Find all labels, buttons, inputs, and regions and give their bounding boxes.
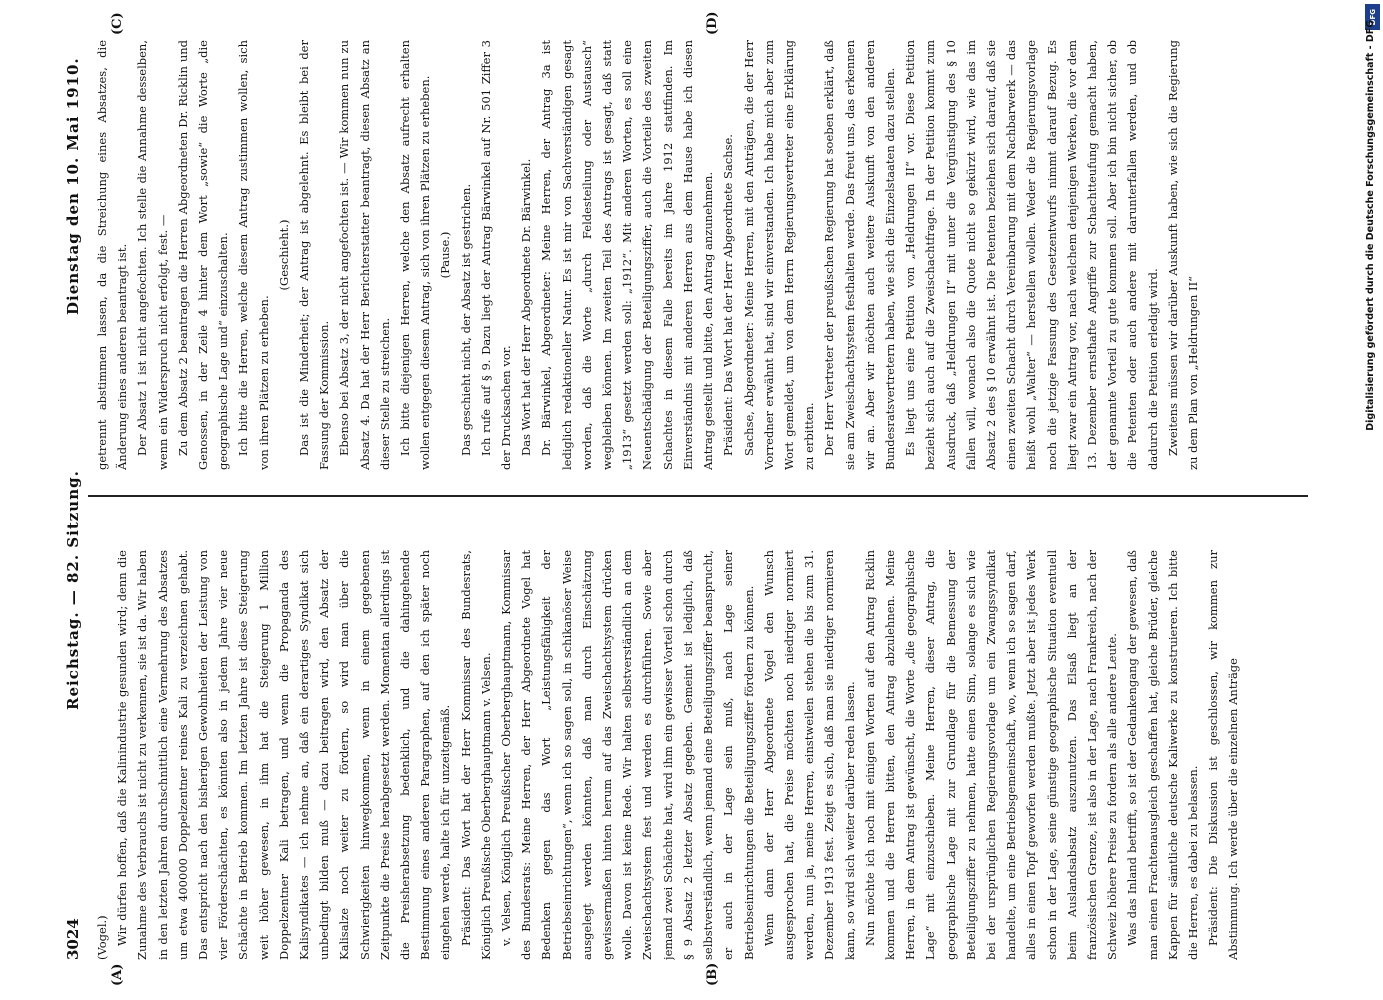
margin-marker-d: (D) [705,11,720,35]
paragraph: Das geschieht nicht, der Absatz ist gestrichen. [458,183,473,456]
paragraph: Das ist die Minderheit; der Antrag ist abgelehnt. Es bleibt bei der Fassung der Kommission. [297,40,332,470]
paragraph: Zweitens müssen wir darüber Auskunft haben, wie sich die Regierung zu dem Plan von „Heldrungen II“ [1165,40,1200,470]
paragraph: Präsident: Das Wort hat der Herr Kommissar des Bundesrats, Königlich Preußische Oberberghauptmann v. Velsen. [458,550,493,960]
margin-marker-c: (C) [110,12,125,35]
digitization-credit [1365,20,1379,990]
paragraph: Der Herr Vertreter der preußischen Regierung hat soeben erklärt, daß sie am Zweischachtsystem festhalten werde. Das freut uns, das erkennen wir an. Aber wir möchten auch weitere Auskunft von den anderen Bundesratsvertretern haben, wie sich die Einzelstaaten dazu stellen. [822,40,897,470]
paragraph: Präsident: Das Wort hat der Herr Abgeordnete Sachse. [721,134,736,456]
stage-direction: (Geschieht.) [276,219,291,291]
paragraph: Wir dürfen hoffen, daß die Kalinindustrie gesunden wird; denn die Zunahme des Verbrauchs ist nicht zu verkennen, sie ist da. Wir haben in den letzten Jahren durchschnittlich eine Vermehrung des Absatzes um etwa 400000 Doppelzentner reines Kali zu verzeichnen gehabt. Das entspricht nach den bisherigen Gewohnheiten der Leistung von vier Förderschächten, es könnten also in jedem Jahre vier neue Schächte in Betrieb kommen. Im letzten Jahre ist diese Steigerung weit höher gewesen, in ihm hat die Steigerung 1 Million Doppelzentner Kali betragen, und wenn die Propaganda des Kalisyndikates — ich nehme an, daß ein derartiges Syndikat sich unbedingt bilden muß — dazu beitragen wird, den Absatz der Kalisalze noch weiter zu fördern, so wird man über die Schwierigkeiten hinwegkommen, wenn in einem gegebenen Zeitpunkte die Preise herabgesetzt werden. Momentan allerdings ist die Preisherabsetzung bedenklich, und die dahingehende Bestimmung eines anderen Paragraphen, auf den ich später noch eingehen werde, halte ich für unzeitgemäß. [115,550,453,960]
paragraph: Zu dem Absatz 2 beantragen die Herren Abgeordneten Dr. Ricklin und Genossen, in der Zeile 4 hinter dem Wort „sowie“ die Worte „die geographische Lage und“ einzuschalten. [175,40,231,470]
stage-direction: (Pause.) [438,231,453,279]
digitization-credit-text: Digitalisierung gefördert durch die Deutsche Forschungsgemeinschaft - DFG [1365,20,1376,431]
paragraph: v. Velsen, Königlich Preußischer Oberberghauptmann, Kommissar des Bundesrats: Meine Herren, der Herr Abgeordnete Vogel hat Bedenken gegen das Wort „Leistungsfähigkeit der Betriebseinrichtungen“, wenn ich so sagen soll, in schikanöser Weise ausgelegt werden könnten, daß man durch Einschätzung gewissermaßen hinten herum auf das Zweischachtsystem drücken wolle. Davon ist keine Rede. Wir halten selbstverständlich an dem Zweischachtsystem fest und werden es durchführen. Sowie aber jemand zwei Schächte hat, wird ihm ein gewisser Vorteil schon durch § 9 Absatz 2 letzter Absatz gegeben. Gemeint ist lediglich, daß selbstverständlich, wenn jemand eine Beteiligungsziffer beansprucht, er auch in der Lage sein muß, nach Lage seiner Betriebseinrichtungen die Beteiligungsziffer fördern zu können. [499,550,756,960]
right-column [92,40,1382,470]
paragraph: Das Wort hat der Herr Abgeordnete Dr. Bärwinkel. [519,158,534,456]
paragraph: Dr. Bärwinkel, Abgeordneter: Meine Herren, der Antrag 3a ist lediglich redaktioneller Natur. Es ist mir von Sachverständigen gesagt worden, daß die Worte „durch Feldesteilung oder Austausch“ wegbleiben können. Im zweiten Teil des Antrags ist gesagt, daß statt „1913“ gesetzt werden soll: „1912“. Mit anderen Worten, es soll eine Neuentschädigung der Beteiligungsziffer, auch die Vorteile des zweiten Schachtes in diesem Falle bereits im Jahre 1912 stattfinden. Im Einverständnis mit anderen Herren aus dem Hause habe ich diesen Antrag gestellt und bitte, den Antrag anzunehmen. [539,40,716,470]
paragraph: Ich rufe auf § 9. Dazu liegt der Antrag Bärwinkel auf Nr. 501 Ziffer 3 der Drucksachen vor. [478,40,514,470]
session-date: Dienstag den 10. Mai 1910. [64,57,82,315]
paragraph: getrennt abstimmen lassen, da die Streichung eines Absatzes, die Änderung eines anderen beantragt ist. [95,40,130,470]
page-number: 3024 [64,918,82,960]
page-header [64,40,86,960]
paragraph: Sachse, Abgeordneter: Meine Herren, mit den Anträgen, die der Herr Vorredner erwähnt hat, sind wir einverstanden. Ich habe mich aber zum Wort gemeldet, um von dem Herrn Regierungsvertreter eine Erklärung zu erbitten. [741,40,817,470]
margin-marker-b: (B) [705,962,720,986]
speaker-tag: (Vogel.) [95,915,109,960]
paragraph: Ebenso bei Absatz 3, der nicht angefochten ist. — Wir kommen nun zu Absatz 4. Da hat der Herr Berichterstatter beantragt, diesen Absatz an dieser Stelle zu streichen. [337,40,392,470]
paragraph: Es liegt uns eine Petition von „Heldrungen II“ vor. Diese Petition bezieht sich auch auf die Zweischachtfrage. In der Petition kommt zum Ausdruck, daß „Heldrungen II“ mit unter die Vergünstigung des § 10 fallen will, wonach also die Quote nicht so gekürzt wird, wie das im Absatz 2 des § 10 erwähnt ist. Die Petenten beziehen sich darauf, daß sie einen zweiten Schacht durch Vereinbarung mit dem Nachbarwerk — das heißt wohl „Walter“ — herstellen wollen. Weder die Regierungsvorlage noch die jetzige Fassung des Gesetzentwurfs nimmt darauf Bezug. Es liegt zwar ein Antrag vor, nach welchem denjenigen Werken, die vor dem 13. Dezember ernsthafte Angriffe zur Schachtteufung gemacht haben, der genannte Vorteil zu gute kommen soll. Aber ich bin nicht sicher, ob die Petenten oder auch andere mit darunterfallen werden, und ob dadurch die Petition erledigt wird. [903,40,1160,470]
session-title: Reichstag. — 82. Sitzung. [64,470,82,710]
left-column [92,550,1382,960]
paragraph: Was das Inland betrifft, so ist der Gedankengang der gewesen, daß man einen Frachtenausgleich geschaffen hat, gleiche Brüder, gleiche Kappen für sämtliche deutsche Kaliwerke zu konstruieren. Ich bitte die Herren, es dabei zu belassen. [1125,550,1200,960]
paragraph: Ich bitte diejenigen Herren, welche den Absatz aufrecht erhalten wollen entgegen diesem Antrag, sich von ihren Plätzen zu erheben. [398,40,433,470]
paragraph: Ich bitte die Herren, welche diesem Antrag zustimmen wollen, sich von ihren Plätzen zu erheben. [236,40,271,470]
margin-marker-a: (A) [110,963,125,986]
dfg-logo: DFG [1365,4,1380,30]
paragraph: Wenn dann der Herr Abgeordnete Vogel den Wunsch ausgesprochen hat, die Preise möchten noch niedriger normiert werden, nun ja, meine Herren, einstweilen stehen die bis zum 31. Dezember 1913 fest. Zeigt es sich, daß man sie niedriger normieren kann, so wird sich weiter darüber reden lassen. [761,550,857,960]
paragraph: Der Absatz 1 ist nicht angefochten. Ich stelle die Annahme desselben, wenn ein Widerspruch nicht erfolgt, fest. — [135,40,170,470]
column-divider [88,496,1308,498]
paragraph: Präsident: Die Diskussion ist geschlossen, wir kommen zur Abstimmung. Ich werde über die einzelnen Anträge [1206,550,1241,960]
paragraph: Nun möchte ich noch mit einigen Worten auf den Antrag Ricklin kommen und die Herren bitten, den Antrag abzulehnen. Meine Herren, in dem Antrag ist gewünscht, die Worte „die geographische Lage“ mit einzuschieben. Meine Herren, dieser Antrag, die geographische Lage mit zur Grundlage für die Bemessung der Beteiligungsziffer zu nehmen, hatte einen Sinn, solange es sich wie bei der ursprünglichen Regierungsvorlage um ein Zwangssyndikat handelte, um eine Betriebsgemeinschaft, wo, wenn ich so sagen darf, alles in einen Topf geworfen werden mußte. Jetzt aber ist jedes Werk schon in der Lage, seine günstige geographische Situation eventuell beim Auslandsabsatz auszunutzen. Das Elsaß liegt an der französischen Grenze, ist also in der Lage, nach Frankreich, nach der Schweiz höhere Preise zu fordern als alle andere Leute. [862,550,1120,960]
